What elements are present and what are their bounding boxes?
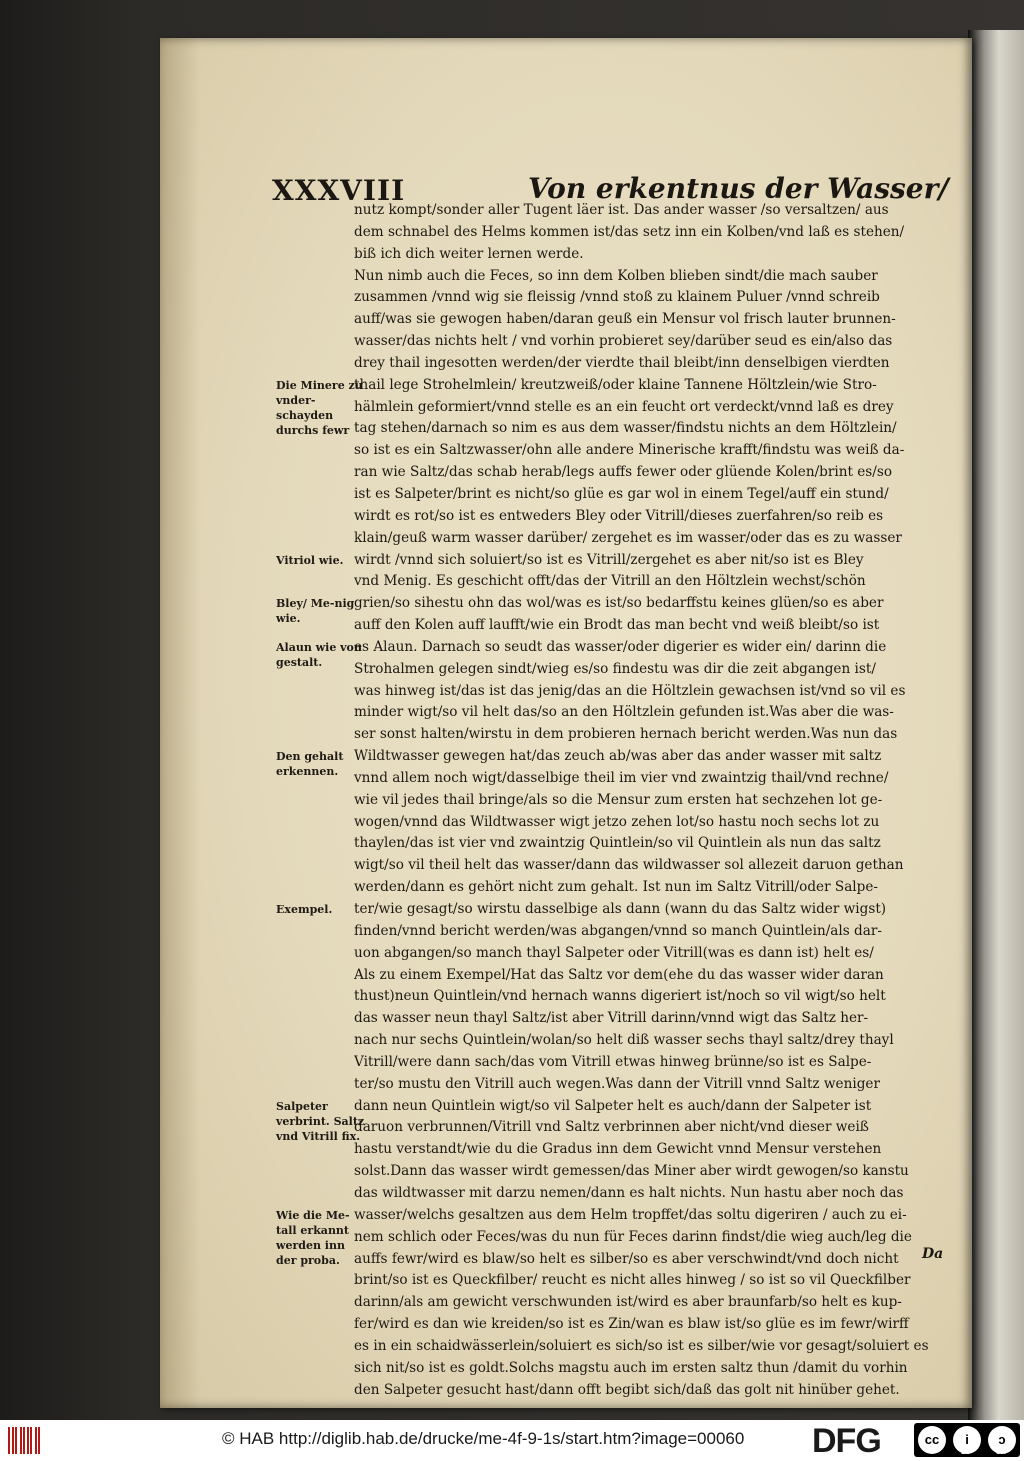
text-line: wirdt /vnnd sich soluiert/so ist es Vitrill/zergehet es aber nit/so ist es Bley [354, 551, 864, 568]
margin-note: Vitriol wie. [276, 553, 344, 567]
text-line: thaylen/das ist vier vnd zwaintzig Quintlein/so vil Quintlein als nun das saltz [354, 835, 881, 852]
text-line: wasser/das nichts helt / vnd vorhin probieret sey/darüber seud es ein/also das [354, 333, 893, 350]
text-line: biß ich dich weiter lernen werde. [354, 245, 584, 262]
body-text [354, 200, 950, 1401]
text-line: tag stehen/darnach so nim es aus dem wasser/findstu nichts an dem Höltzlein/ [354, 420, 897, 437]
text-line: vnd Menig. Es geschicht offt/das der Vitrill an den Höltzlein wechst/schön [354, 573, 866, 590]
margin-note: Wie die Me-tall erkannt werden inn der proba. [276, 1209, 350, 1268]
text-line: fer/wird es dan wie kreiden/so ist es Zin/wan es blaw ist/so glüe es im fewr/wirff [354, 1316, 909, 1333]
barcode-icon [8, 1427, 40, 1454]
license-by-label: BY [961, 1449, 971, 1456]
text-line: thust)neun Quintlein/vnd hernach wanns digeriert ist/noch so vil wigt/so helt [354, 988, 886, 1005]
dfg-logo: DFG [812, 1422, 881, 1460]
text-line: finden/vnnd bericht werden/was abgangen/vnnd so manch Quintlein/als dar- [354, 922, 882, 939]
text-line: dann neun Quintlein wigt/so vil Salpeter helt es auch/dann der Salpeter ist [354, 1097, 872, 1114]
text-line: wogen/vnnd das Wildtwasser wigt jetzo zehen lot/so hastu noch sechs lot zu [354, 813, 880, 830]
text-line: so ist es ein Saltzwasser/ohn alle andere Minerische krafft/findstu was weiß da- [354, 442, 905, 459]
text-line: es in ein schaidwässerlein/soluiert es sich/so ist es silber/wie vor gesagt/soluiert es [354, 1337, 929, 1354]
text-line: ist es Salpeter/brint es nicht/so glüe es gar wol in einem Tegel/auff ein stund/ [354, 485, 889, 502]
text-line: was hinweg ist/das ist das jenig/das an die Höltzlein gewachsen ist/vnd so vil es [354, 682, 906, 699]
text-line: den Salpeter gesucht hast/dann offt begibt sich/daß das golt nit hinüber gehet. [354, 1381, 900, 1398]
text-line: nutz kompt/sonder aller Tugent läer ist. Das ander wasser /so versaltzen/ aus [354, 202, 889, 218]
text-line: ter/so mustu den Vitrill auch wegen.Was dann der Vitrill vnnd Saltz weniger [354, 1075, 880, 1092]
text-line: ter/wie gesagt/so wirstu dasselbige als dann (wann du das Saltz wider wigst) [354, 901, 887, 917]
book-page [160, 38, 972, 1408]
text-line: Strohalmen gelegen sindt/wieg es/so findestu was dir die zeit abgangen ist/ [354, 660, 876, 677]
text-line: thail lege Strohelmlein/ kreutzweiß/oder klaine Tannene Höltzlein/wie Stro- [354, 376, 877, 393]
license-sa-label: SA [996, 1449, 1006, 1456]
margin-note: Den gehalt erkennen. [276, 750, 344, 779]
text-line: hälmlein geformiert/vnnd stelle es an ein feucht ort verdeckt/vnnd laß es drey [354, 398, 894, 415]
margin-note: Alaun wie von gestalt. [276, 641, 362, 669]
text-line: solst.Dann das wasser wirdt gemessen/das Miner aber wirdt gewogen/so kanstu [354, 1163, 909, 1180]
text-line: drey thail ingesotten werden/der vierdte thail bleibt/inn denselbigen vierdten [354, 354, 890, 371]
text-line: wie vil jedes thail bringe/als so die Mensur zum ersten hat sechzehen lot ge- [354, 791, 883, 808]
text-line: minder wigt/so vil helt das/so an den Höltzlein gefunden ist.Was aber die was- [354, 704, 894, 721]
text-line: werden/dann es gehört nicht zum gehalt. Ist nun im Saltz Vitrill/oder Salpe- [354, 879, 878, 896]
viewer-footer [0, 1420, 1024, 1461]
text-line: auffs fewr/wird es blaw/so helt es silber/so es aber verschwindt/vnd doch nicht [354, 1250, 899, 1267]
text-line: nach nur sechs Quintlein/wolan/so helt diß wasser sechs thayl saltz/drey thayl [354, 1032, 894, 1049]
margin-note: Bley/ Me-nig wie. [276, 597, 355, 626]
text-line: hastu verstandt/wie du die Gradus inn dem Gewicht vnnd Mensur verstehen [354, 1141, 882, 1158]
text-line: Wildtwasser gewegen hat/das zeuch ab/was aber das ander wasser mit saltz [354, 748, 882, 765]
text-line: das wasser neun thayl Saltz/ist aber Vitrill darinn/vnnd wigt das Saltz her- [354, 1010, 869, 1027]
text-line: Als zu einem Exempel/Hat das Saltz vor dem(ehe du das wasser wider daran [354, 966, 884, 983]
by-icon: i [953, 1426, 981, 1454]
sa-icon: ↄ [988, 1426, 1016, 1454]
text-line: auff/was sie gewogen haben/daran geuß ein Mensur vol frisch lauter brunnen- [354, 311, 896, 328]
text-line: brint/so ist es Queckfilber/ reucht es nicht alles hinweg / so ist so vil Queckfilber [354, 1272, 911, 1289]
text-line: darinn/als am gewicht verschwunden ist/wird es aber braunfarb/so helt es kup- [354, 1294, 902, 1311]
margin-note: Die Minere zu vnder-schayden durchs fewr [276, 378, 363, 437]
foliation-number: XXXVIII [272, 174, 406, 207]
text-line: ser sonst halten/wirstu in dem probieren hernach bericht werden.Was nun das [354, 726, 898, 743]
text-line: wigt/so vil theil helt das wasser/dann das wildwasser sol allezeit daruon gethan [354, 857, 904, 874]
text-line: wasser/welchs gesaltzen aus dem Helm tropffet/das soltu digeriren / auch zu ei- [354, 1206, 907, 1223]
footer-copyright-link[interactable]: © HAB http://diglib.hab.de/drucke/me-4f-9-1s/start.htm?image=00060 [222, 1429, 745, 1448]
text-line: uon abgangen/so manch thayl Salpeter oder Vitrill(was es dann ist) helt es/ [354, 944, 874, 961]
text-line: nem schlich oder Feces/was du nun für Feces darinn findst/die wieg auch/leg die [354, 1228, 912, 1245]
book-edge [968, 30, 1024, 1420]
text-line: dem schnabel des Helms kommen ist/das setz inn ein Kolben/vnd laß es stehen/ [354, 223, 905, 240]
text-line: sich nit/so ist es goldt.Solchs magstu auch im ersten saltz thun /damit du vorhin [354, 1359, 908, 1376]
text-line: zusammen /vnnd wig sie fleissig /vnnd stoß zu klainem Puluer /vnnd schreib [354, 289, 880, 306]
text-line: ran wie Saltz/das schab herab/legs auffs fewer oder glüende Kolen/brint es/so [354, 464, 893, 481]
catchword: Da [922, 1246, 944, 1262]
text-line: Vitrill/were dann sach/das vom Vitrill etwas hinweg brünne/so ist es Salpe- [354, 1053, 872, 1070]
text-line: grien/so sihestu ohn das wol/was es ist/so bedarffstu keines glüen/so es aber [354, 595, 884, 612]
text-line: das wildtwasser mit darzu nemen/dann es halt nichts. Nun hastu aber noch das [354, 1184, 904, 1201]
text-line: wirdt es rot/so ist es entweders Bley oder Vitrill/dieses zuerfahren/so reib es [354, 507, 884, 524]
text-line: daruon verbrunnen/Vitrill vnd Saltz verbrinnen aber nicht/vnd dieser weiß [354, 1119, 869, 1136]
text-line: es Alaun. Darnach so seudt das wasser/oder digerier es wider ein/ darinn die [354, 638, 887, 655]
margin-note: Exempel. [276, 903, 333, 917]
license-badge[interactable] [914, 1423, 1020, 1457]
page-gutter-shadow [160, 38, 200, 1408]
text-line: auff den Kolen auff laufft/wie ein Brodt das man becht vnd weiß bleibt/so ist [354, 617, 880, 634]
running-head: Von erkentnus der Wasser/ [528, 172, 949, 205]
cc-icon: cc [918, 1426, 946, 1454]
text-line: Nun nimb auch die Feces, so inn dem Kolben blieben sindt/die mach sauber [354, 267, 878, 284]
margin-note: Salpeter verbrint. Saltz vnd Vitrill fix. [276, 1099, 365, 1143]
text-line: klain/geuß warm wasser darüber/ zergehet es im wasser/oder das es zu wasser [354, 529, 902, 546]
text-line: vnnd allem noch wigt/dasselbige theil im vier vnd zwaintzig thail/vnd rechne/ [354, 769, 889, 786]
